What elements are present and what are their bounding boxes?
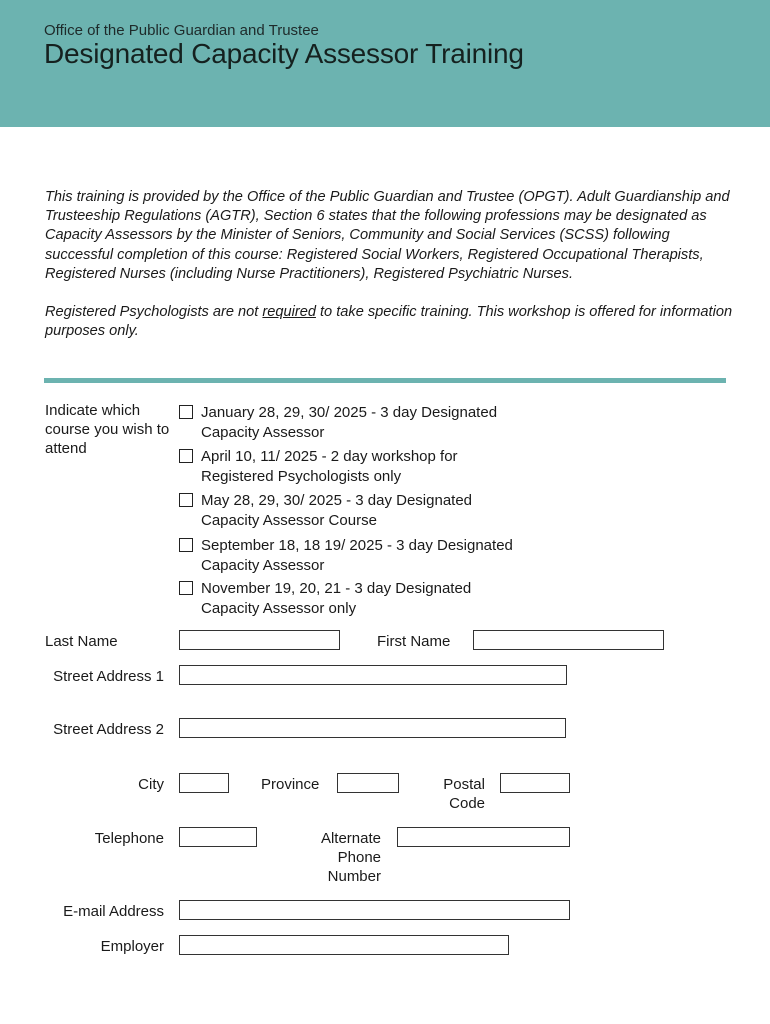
province-label: Province <box>261 776 320 793</box>
checkbox[interactable] <box>179 493 193 507</box>
telephone-label: Telephone <box>94 830 164 847</box>
course-option-label: September 18, 18 19/ 2025 - 3 day Designated Capacity Assessor <box>201 537 513 574</box>
organization-name: Office of the Public Guardian and Trustee <box>44 22 319 39</box>
city-label: City <box>138 776 164 793</box>
city-input[interactable] <box>179 773 229 793</box>
intro-p2-start: Registered Psychologists are not <box>45 304 263 321</box>
province-input[interactable] <box>337 773 399 793</box>
street-address-1-label: Street Address 1 <box>53 668 164 685</box>
course-option-label: May 28, 29, 30/ 2025 - 3 day Designated Capacity Assessor Course <box>201 492 473 529</box>
last-name-label: Last Name <box>45 633 118 650</box>
postal-code-input[interactable] <box>500 773 570 793</box>
course-question-label: Indicate which course you wish to attend <box>45 402 170 457</box>
alternate-phone-input[interactable] <box>397 827 570 847</box>
first-name-label: First Name <box>377 633 451 650</box>
employer-input[interactable] <box>179 935 509 955</box>
email-input[interactable] <box>179 900 570 920</box>
intro-paragraph-1: This training is provided by the Office of the Public Guardian and Trustee (OPGT). Adult Guardianship and Trusteeship Regulations (AGTR), Section 6 states that the following professions may be designated as Capacity Assessors by the Minister of Seniors, Community and Social Services (SCSS) following successful completion of this course: Registered Social Workers, Registered Occupational Therapists, Registered Nurses (including Nurse Practitioners), Registered Psychiatric Nurses. <box>45 189 730 282</box>
employer-label: Employer <box>100 938 164 955</box>
postal-code-label: Postal Code <box>443 776 485 812</box>
course-option-label: November 19, 20, 21 - 3 day Designated Capacity Assessor only <box>201 580 472 617</box>
course-option-label: January 28, 29, 30/ 2025 - 3 day Designated Capacity Assessor <box>201 404 498 441</box>
last-name-input[interactable] <box>179 630 340 650</box>
course-option-label: April 10, 11/ 2025 - 2 day workshop for Registered Psychologists only <box>201 448 458 485</box>
email-label: E-mail Address <box>63 903 164 920</box>
street-address-2-label: Street Address 2 <box>53 721 164 738</box>
checkbox[interactable] <box>179 405 193 419</box>
street-address-1-input[interactable] <box>179 665 567 685</box>
intro-text <box>45 188 735 341</box>
street-address-2-input[interactable] <box>179 718 566 738</box>
intro-paragraph-2 <box>45 303 735 341</box>
section-divider <box>44 378 726 383</box>
alternate-phone-label: Alternate Phone Number <box>320 830 381 885</box>
checkbox[interactable] <box>179 581 193 595</box>
header-banner <box>0 0 770 127</box>
required-emphasis: required <box>262 304 316 321</box>
intro-p2-end: to take specific training. This workshop is offered for information purposes only. <box>45 304 733 340</box>
checkbox[interactable] <box>179 449 193 463</box>
page-title: Designated Capacity Assessor Training <box>44 38 524 69</box>
first-name-input[interactable] <box>473 630 664 650</box>
checkbox[interactable] <box>179 538 193 552</box>
telephone-input[interactable] <box>179 827 257 847</box>
